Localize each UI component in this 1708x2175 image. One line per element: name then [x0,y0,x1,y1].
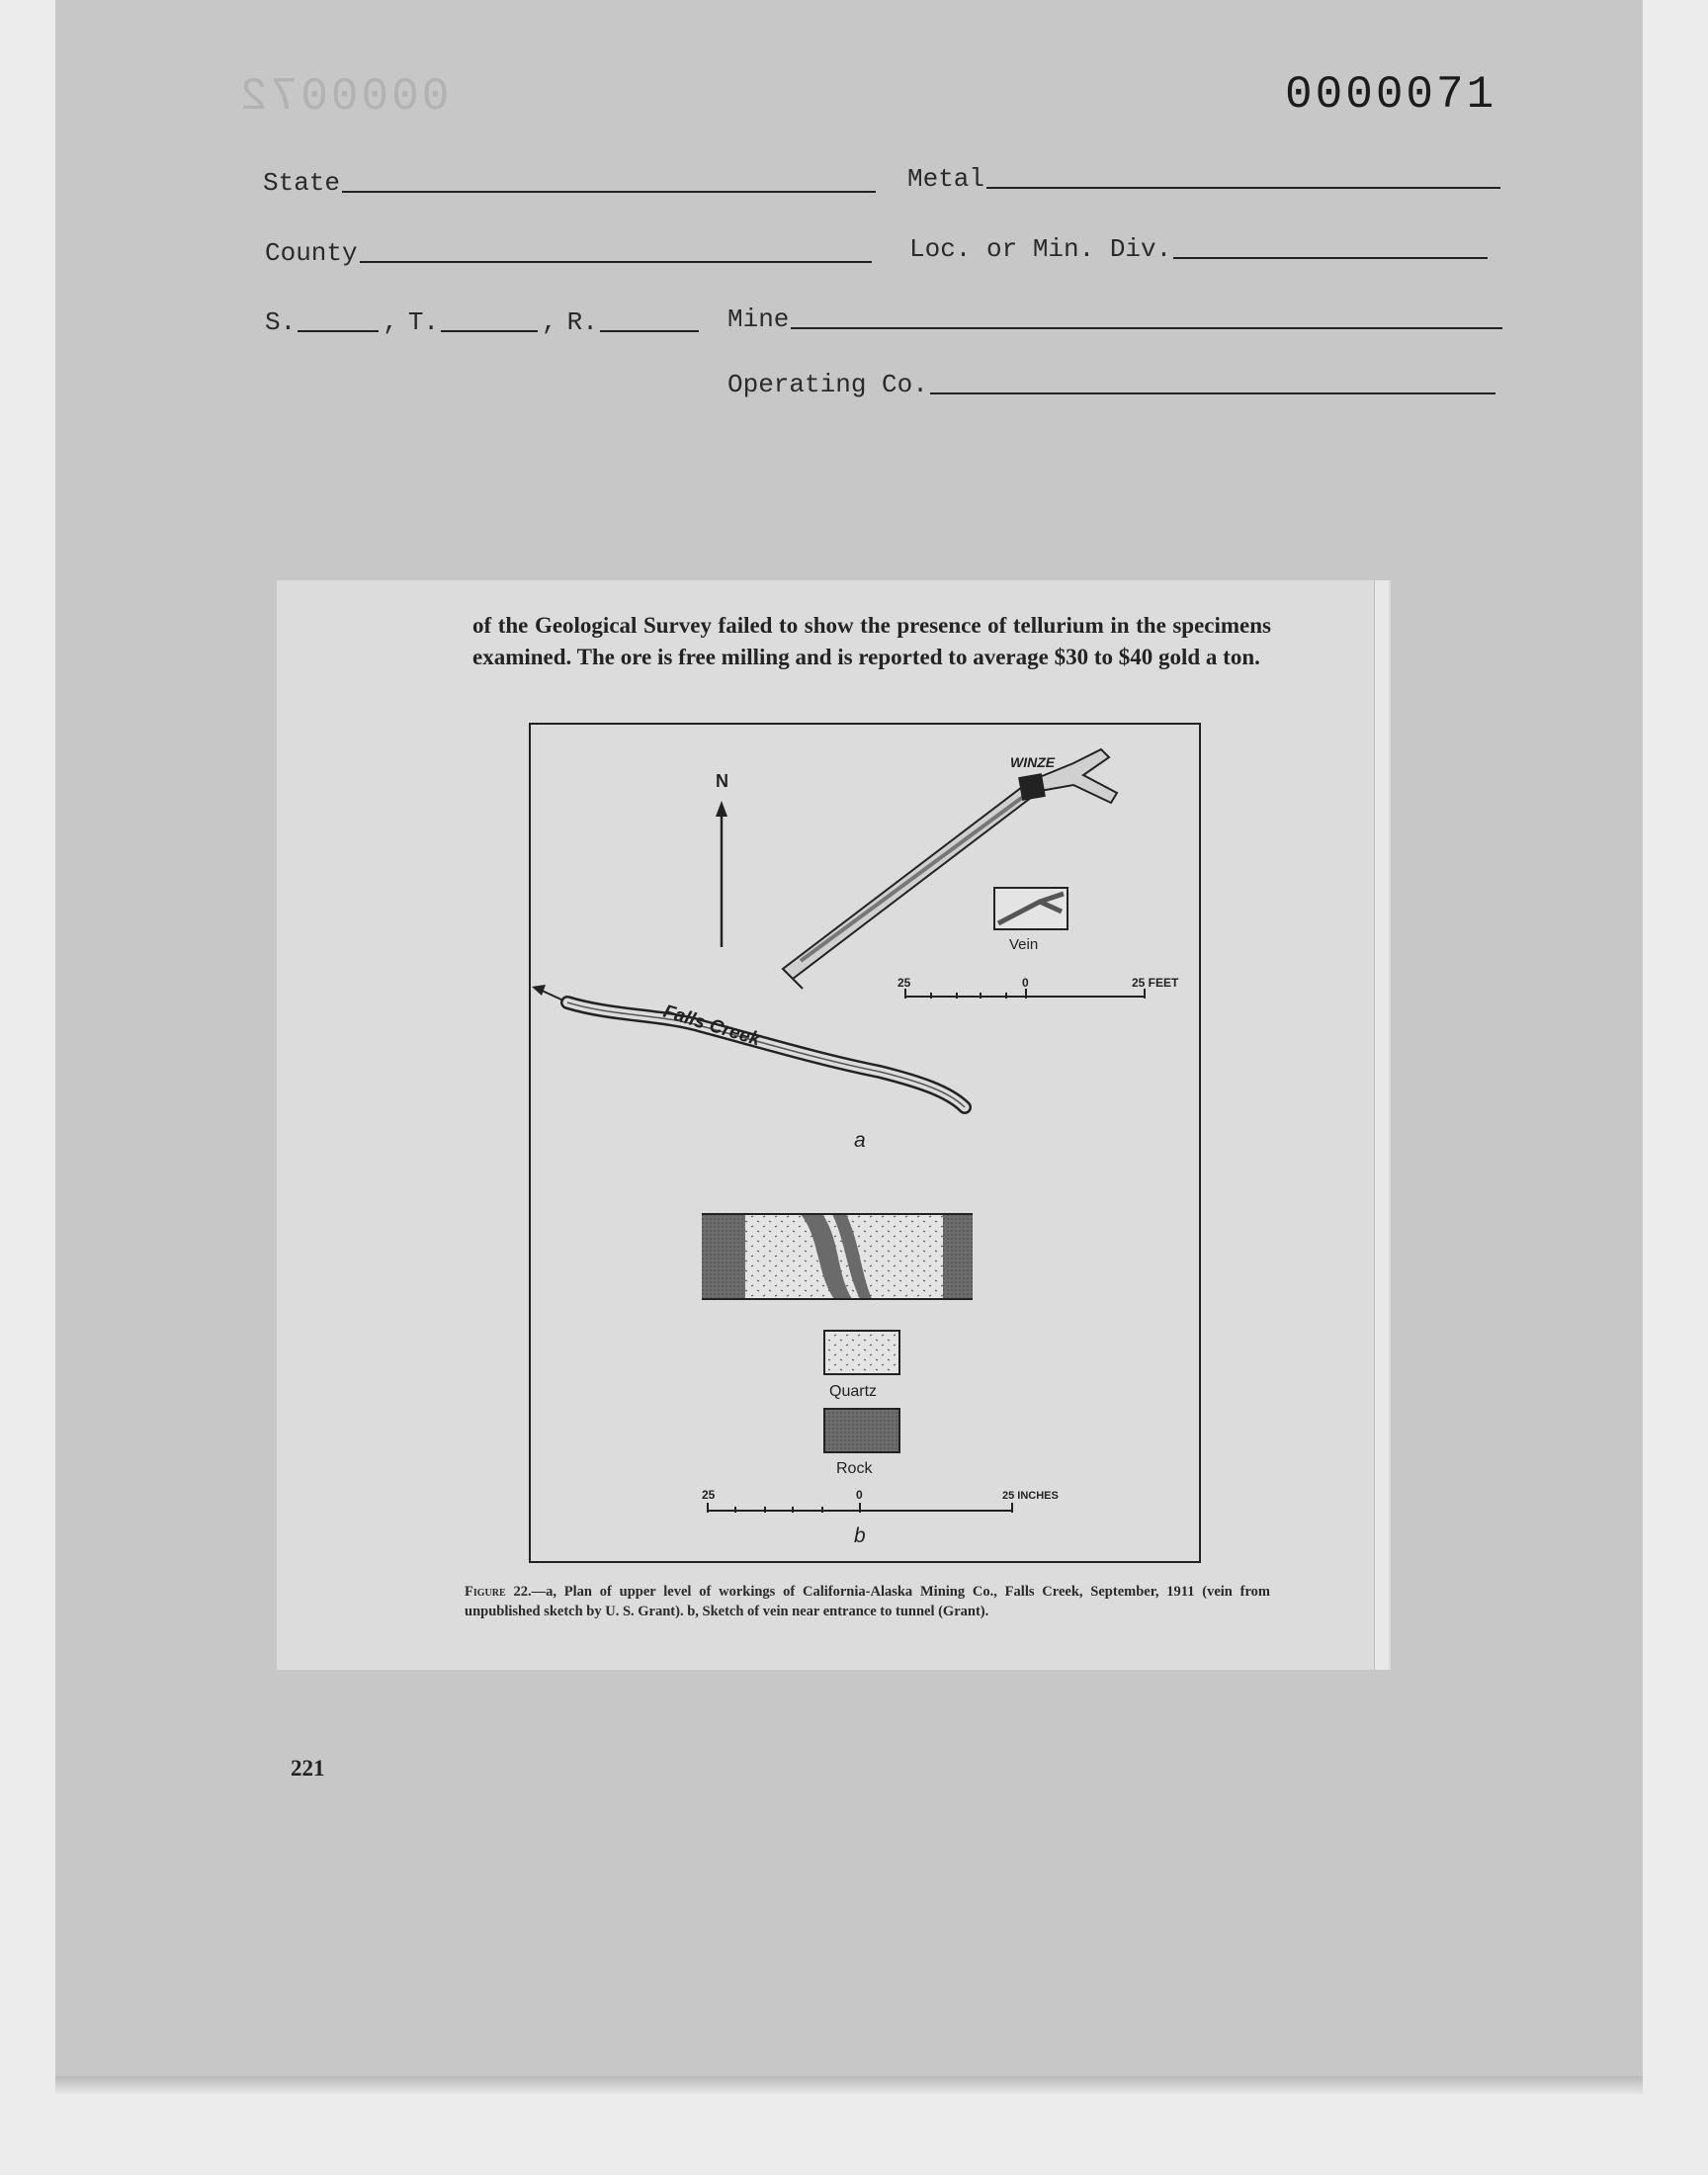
county-blank [360,261,872,263]
sheet-edge-shadow [55,2076,1643,2094]
scale-bar-a [905,989,1145,999]
north-arrow [716,801,727,947]
scale-b-mid: 0 [856,1488,863,1502]
scale-a-mid: 0 [1022,976,1029,990]
vein-legend-box [994,888,1068,929]
mine-blank [791,327,1502,329]
vein-legend-label: Vein [1009,936,1039,953]
quartz-legend-swatch [824,1331,899,1374]
bleed-through-record-number: 0000072 [237,71,450,123]
mine-field [727,304,1502,334]
clipping-body-text: of the Geological Survey failed to show the presence of tellurium in the specimens examined. The ore is free milling and is reported to average $30 to $40 gold a ton. [472,613,1271,669]
falls-creek-label: Falls Creek [660,1000,763,1051]
metal-label: Metal [907,164,985,194]
separator-2: , [542,307,557,337]
metal-field [907,164,1500,194]
range-blank [600,330,699,332]
mine-label: Mine [727,304,790,334]
scale-a-right: 25 FEET [1132,976,1179,990]
clipping-fold-edge [1374,580,1389,1670]
state-blank [342,191,876,193]
separator-1: , [383,307,398,337]
section-label: S. [265,307,297,337]
township-blank [441,330,538,332]
north-label: N [716,771,728,791]
tunnel-workings [783,749,1117,989]
loc-label: Loc. or Min. Div. [909,234,1172,264]
vein-cross-section [702,1214,973,1299]
state-field [263,168,876,198]
scale-b-left: 25 [702,1488,716,1502]
county-label: County [265,238,358,268]
quartz-legend-label: Quartz [829,1383,878,1400]
scale-bar-b [708,1503,1012,1513]
figure-caption [465,1582,1270,1621]
scale-a-left: 25 [897,976,911,990]
rock-legend-swatch [824,1409,899,1452]
section-blank [298,330,379,332]
loc-blank [1173,257,1488,259]
caption-figure-label: Figure 22. [465,1584,532,1600]
scale-b-right: 25 INCHES [1002,1490,1059,1502]
figure-22-drawing [524,720,1206,1566]
state-label: State [263,168,341,198]
panel-a-label: a [854,1129,866,1152]
loc-field [909,234,1488,264]
range-label: R. [566,307,598,337]
winze-label: WINZE [1010,754,1056,770]
metal-blank [986,187,1500,189]
operating-co-label: Operating Co. [727,370,928,399]
operating-co-blank [930,392,1495,394]
rock-legend-label: Rock [836,1460,873,1477]
township-label: T. [407,307,440,337]
operating-co-field [727,370,1495,399]
panel-b-label: b [854,1524,866,1547]
caption-text: —a, Plan of upper level of workings of California-Alaska Mining Co., Falls Creek, September, 1911 (vein from unpublished sketch by U. S. Grant). b, Sketch of vein near entrance to tunnel (Grant). [465,1584,1270,1619]
str-field [265,307,699,337]
page-number: 221 [291,1756,325,1781]
record-number: 0000071 [1285,69,1497,121]
county-field [265,238,872,268]
